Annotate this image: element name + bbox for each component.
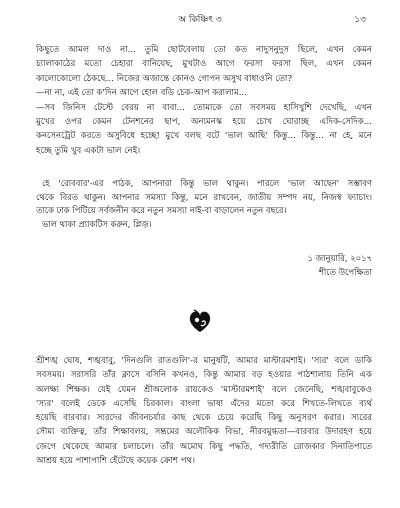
section-ornament-icon <box>187 308 213 334</box>
text-line: মুখের ওপর কেমন টেনশনের ছাপ, অন্যমনস্ক হয়ে চোখ ঘোরাচ্ছ এদিক-সেদিক... <box>36 116 372 127</box>
tribute-paragraph <box>36 353 372 467</box>
text-line: কনসেনট্রেট করতে অসুবিধে হচ্ছে! মুখে বলছ বটে 'ভাল আছি' কিন্তু... কিন্তু... না হে, মনে <box>36 130 372 141</box>
text-line: কিছুতে আমল দাও না... তুমি ছোটবেলায় তো কত নাদুসনুদুস ছিলে, এখন কেমন <box>36 44 372 54</box>
text-line: অলক্ষ্য শিক্ষক। যেই যেমন শ্রীঅলোক রায়কেও 'মাস্টারমশাই' বলে জেনেছি, শঙ্খবাবুকেও <box>36 383 372 394</box>
signoff-date: ১ জানুয়ারি, ২০১৭ <box>307 253 372 263</box>
text-line: তাকে ঢাক পিটিয়ে সর্বজনীন করে নতুন সমস্যা নাই-বা বাড়ালেন নতুন বছরে। <box>36 205 287 215</box>
text-line: হয়েছি বারবার। স্যরদের জীবনচর্যার কাছ থেকে চেয়ে করেছি কিছু অনুসরণ করার। স্যরের <box>36 412 372 423</box>
signoff-place: শীতে উপেক্ষিতা <box>318 267 372 277</box>
reader-address-paragraph <box>36 177 372 231</box>
text-line: ভাল থাকা প্র্যাকটিস করুন, প্লিজ়। <box>42 218 152 229</box>
page-number: ১৩ <box>354 15 366 25</box>
dialogue-line: —সব জিনিস টেস্টে বেরয় না বাবা... তোমাকে তো সবসময় হাসিখুশি দেখেছি, এখন <box>36 101 372 112</box>
opening-paragraph <box>36 42 372 157</box>
text-line: শ্রীশঙ্খ ঘোষ, শঙ্খবাবু, 'দিনগুলি রাতগুলি'-র মানুষটি, আমার মাস্টারমশাই। 'স্যর' বলে ডাকি <box>36 355 372 365</box>
dialogue-line: —না না, এই তো ক'দিন আগে হোল বডি চেক-আপ করালাম... <box>36 87 248 98</box>
running-title: অ কিঞ্চিৎ ৩ <box>178 15 222 25</box>
text-line: সবসময়। সরাসরি তাঁর ক্লাসে বসিনি কখনও, কিন্তু আমার বড় হওয়ার পাঠশালায় তিনি এক <box>36 369 372 380</box>
text-line: জেগে থেকেছে আমার চলাচলে। তাঁর অমোঘ কিছু পদ্ধতি, গদ্যরীতি রোজকার দিনাতিপাতে <box>36 440 372 451</box>
text-line: 'স্যর' বলেই ডেকে এসেছি চিরকাল। বাংলা ভাষা এঁদের মতো করে শিখতে-লিখতে ব্যর্থ <box>36 397 372 408</box>
text-line: কালোকোলো ঠেকছে... নিজের অজান্তে কোনও গোপন অসুখ বাধাওনি তো? <box>36 72 293 83</box>
text-line: আশ্রয় হয়ে পাশাপাশি হেঁটেছে কয়েক ক্রোশ পথ। <box>36 455 196 466</box>
text-line: চ্যালাকাঠের মতো চেহারা বানিয়েছ, মুখটাও আগে ফরসা ফরসা ছিল, এখন কেমন <box>36 58 372 69</box>
text-line: হে 'রোববার'-এর পাঠক, আপনারা কিন্তু ভাল থাকুন। পারলে 'ভাল আছেন' সম্ভাবণ <box>42 178 372 188</box>
text-line: সৌম্য ব্যক্তিত্ব, তাঁর শিক্ষাবলয়, সম্ভ্রমের অলৌকিক বিভা, নীরবমুগ্ধতা—বারবার উদারহণ হয়ে <box>36 426 372 437</box>
text-line: হচ্ছে তুমি খুব একটা ভাল নেই। <box>36 144 141 155</box>
text-line: থেকে বিরত থাকুন। আপনার সমস্যা কিন্তু, মনে রাখবেন, জাতীয় সম্পদ নয়, নিজস্ব ফ্যাচাং। <box>36 191 372 202</box>
signoff <box>36 251 372 279</box>
